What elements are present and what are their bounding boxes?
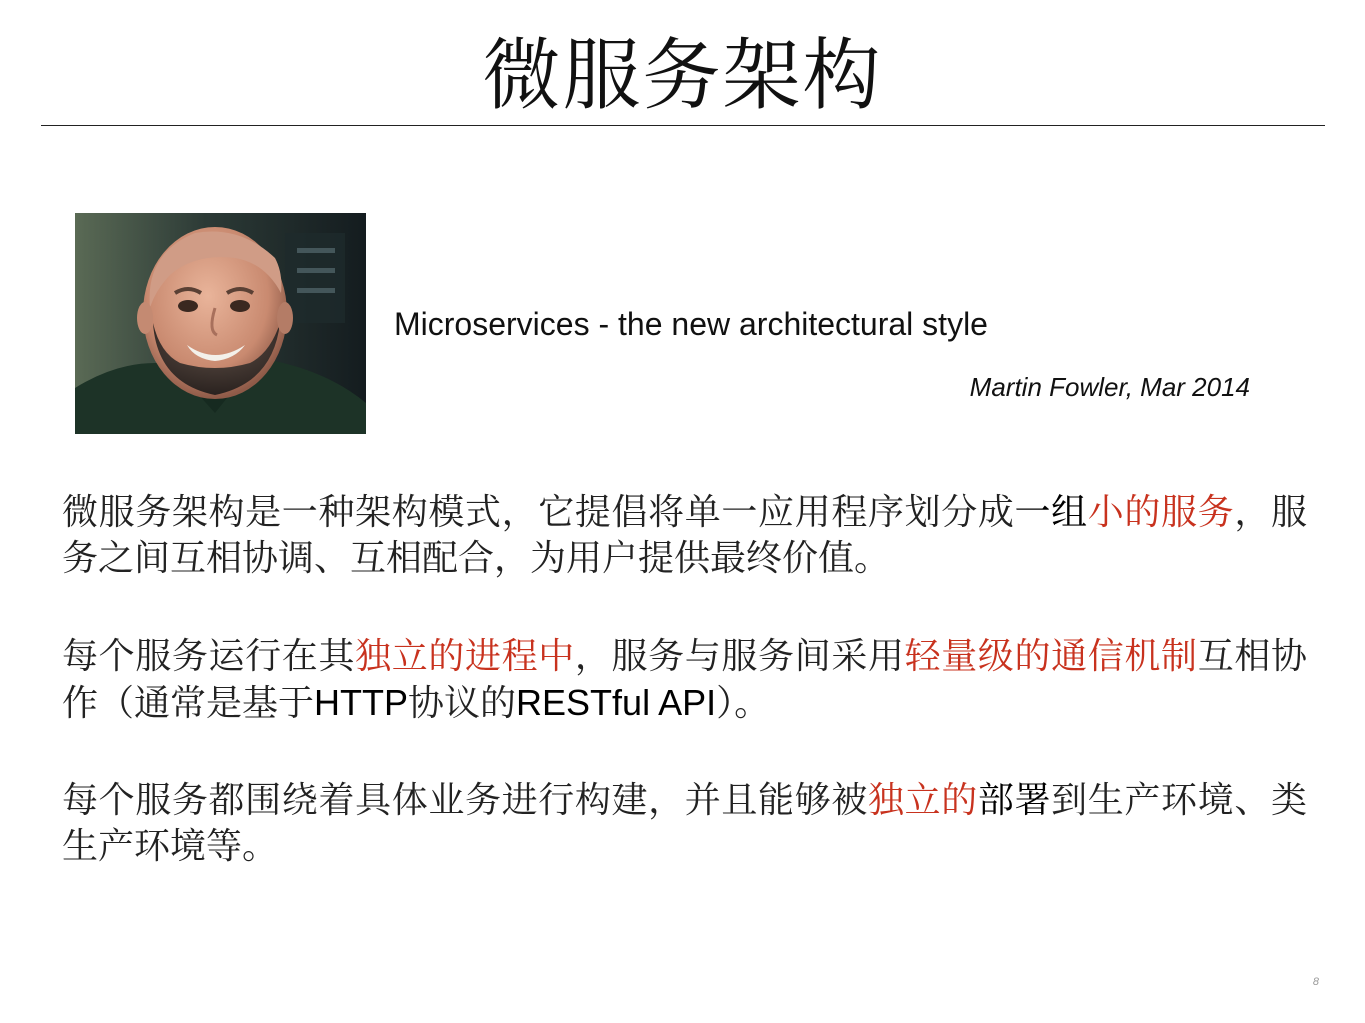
portrait-photo-icon bbox=[75, 213, 366, 434]
quote-attribution: Martin Fowler, Mar 2014 bbox=[969, 372, 1250, 402]
highlight-text: 独立的 bbox=[867, 780, 978, 821]
paragraph-process bbox=[62, 634, 1307, 727]
slide-title: 微服务架构 bbox=[482, 31, 883, 121]
paragraph-text: ，服务与服务间采用 bbox=[574, 636, 905, 677]
protocol-text: HTTP bbox=[314, 682, 409, 723]
highlight-text: 小的服务 bbox=[1087, 492, 1235, 533]
emphasis-text: 部署 bbox=[977, 780, 1052, 821]
paragraph-text: ）。 bbox=[716, 683, 771, 724]
page-number: 8 bbox=[1312, 976, 1319, 988]
api-text: RESTful API bbox=[516, 682, 717, 723]
paragraph-text: 协议的 bbox=[408, 683, 517, 724]
highlight-text: 独立的进程中 bbox=[355, 636, 575, 677]
quote-text: Microservices - the new architectural style bbox=[394, 306, 988, 342]
paragraph-text: 每个服务都围绕着具体业务进行构建，并且能够被 bbox=[62, 780, 868, 821]
paragraph-definition bbox=[62, 490, 1307, 582]
paragraph-text: 微服务架构是一种架构模式，它提倡将单一应用程序划分成 bbox=[62, 492, 1015, 533]
paragraph-text: 互相协作（通常是基于 bbox=[62, 636, 1307, 724]
title-divider bbox=[41, 125, 1325, 126]
portrait-photo bbox=[75, 213, 366, 434]
paragraph-deployment bbox=[62, 778, 1307, 870]
highlight-text: 轻量级的通信机制 bbox=[904, 636, 1198, 677]
paragraph-text: ，服务之间互相协调、互相配合，为用户提供最终价值。 bbox=[62, 492, 1307, 579]
paragraph-text: 到生产环境、类生产环境等。 bbox=[62, 780, 1307, 867]
emphasis-text: 一组 bbox=[1014, 492, 1088, 533]
paragraph-text: 每个服务运行在其 bbox=[62, 636, 356, 677]
